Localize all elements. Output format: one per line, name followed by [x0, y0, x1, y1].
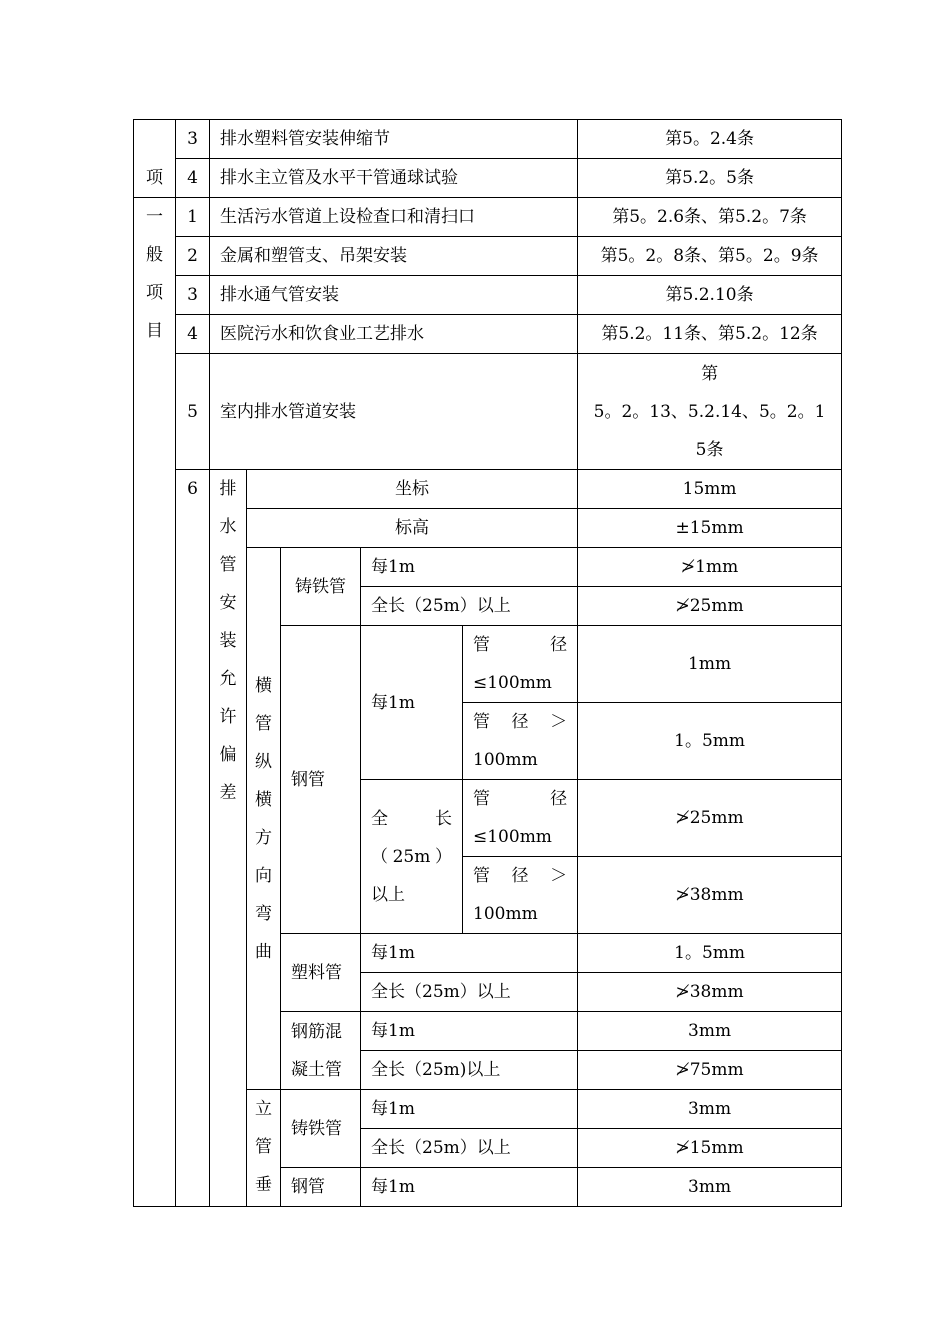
item-number: 5 — [176, 354, 210, 470]
vertical-pipe-label: 立 管 垂 — [247, 1090, 281, 1207]
horizontal-bend-label: 横 管 纵 横 方 向 弯 曲 — [247, 548, 281, 1090]
item-reference: 第5。2.6条、第5.2。7条 — [578, 198, 842, 237]
pipe-type-steel: 钢管 — [281, 1168, 361, 1207]
condition-label: 全长（25m）以上 — [361, 1129, 578, 1168]
item-number: 3 — [176, 120, 210, 159]
item-name: 金属和塑管支、吊架安装 — [210, 237, 578, 276]
item-number: 4 — [176, 159, 210, 198]
item-number: 3 — [176, 276, 210, 315]
diameter-condition: 管 径 ≤100mm — [463, 780, 578, 857]
tolerance-value: 3mm — [578, 1012, 842, 1051]
item-number: 2 — [176, 237, 210, 276]
condition-label: 每1m — [361, 626, 463, 780]
item-number: 6 — [176, 470, 210, 1207]
item-number: 4 — [176, 315, 210, 354]
table-row — [134, 354, 842, 470]
pipe-type-cast-iron: 铸铁管 — [281, 548, 361, 626]
elevation-value: ±15mm — [578, 509, 842, 548]
condition-label: 每1m — [361, 548, 578, 587]
coord-value: 15mm — [578, 470, 842, 509]
pipe-type-steel: 钢管 — [281, 626, 361, 934]
condition-label: 全 长 （ 25m ） 以上 — [361, 780, 463, 934]
tolerance-value: ≯1mm — [578, 548, 842, 587]
condition-label: 全长（25m）以上 — [361, 587, 578, 626]
tolerance-value: ≯38mm — [578, 973, 842, 1012]
table-row — [134, 198, 842, 237]
tolerance-value: 1。5mm — [578, 934, 842, 973]
item-reference: 第5。2。8条、第5。2。9条 — [578, 237, 842, 276]
condition-label: 每1m — [361, 1012, 578, 1051]
diameter-condition: 管 径 ＞ 100mm — [463, 703, 578, 780]
tolerance-value: ≯25mm — [578, 780, 842, 857]
pipe-type-cast-iron: 铸铁管 — [281, 1090, 361, 1168]
table-row — [134, 470, 842, 509]
general-items-label: 一 般 项 目 — [134, 198, 176, 1207]
table-row — [134, 237, 842, 276]
coord-label: 坐标 — [247, 470, 578, 509]
item-name: 排水通气管安装 — [210, 276, 578, 315]
table-row — [134, 159, 842, 198]
item-name: 排水主立管及水平干管通球试验 — [210, 159, 578, 198]
pipe-type-concrete: 钢筋混 凝土管 — [281, 1012, 361, 1090]
tolerance-value: 3mm — [578, 1090, 842, 1129]
condition-label: 每1m — [361, 934, 578, 973]
item-reference: 第 5。2。13、5.2.14、5。2。1 5条 — [578, 354, 842, 470]
tolerance-value: ≯25mm — [578, 587, 842, 626]
condition-label: 全长（25m)以上 — [361, 1051, 578, 1090]
tolerance-value: ≯38mm — [578, 857, 842, 934]
main-control-label: 项 — [134, 120, 176, 198]
pipe-type-plastic: 塑料管 — [281, 934, 361, 1012]
condition-label: 每1m — [361, 1168, 578, 1207]
tolerance-value: 1mm — [578, 626, 842, 703]
diameter-condition: 管 径 ＞ 100mm — [463, 857, 578, 934]
spec-table — [133, 119, 842, 1207]
condition-label: 全长（25m）以上 — [361, 973, 578, 1012]
item-name: 医院污水和饮食业工艺排水 — [210, 315, 578, 354]
diameter-condition: 管 径 ≤100mm — [463, 626, 578, 703]
table-row — [134, 120, 842, 159]
table-row — [134, 276, 842, 315]
tolerance-value: 1。5mm — [578, 703, 842, 780]
elevation-label: 标高 — [247, 509, 578, 548]
item-reference: 第5。2.4条 — [578, 120, 842, 159]
item-name: 排水塑料管安装伸缩节 — [210, 120, 578, 159]
condition-label: 每1m — [361, 1090, 578, 1129]
item-reference: 第5.2。11条、第5.2。12条 — [578, 315, 842, 354]
tolerance-value: ≯15mm — [578, 1129, 842, 1168]
item-name: 生活污水管道上设检查口和清扫口 — [210, 198, 578, 237]
tolerance-value: ≯75mm — [578, 1051, 842, 1090]
item-number: 1 — [176, 198, 210, 237]
table-row — [134, 315, 842, 354]
item-reference: 第5.2.10条 — [578, 276, 842, 315]
item-name: 室内排水管道安装 — [210, 354, 578, 470]
tolerance-value: 3mm — [578, 1168, 842, 1207]
tolerance-title: 排 水 管 安 装 允 许 偏 差 — [210, 470, 247, 1207]
item-reference: 第5.2。5条 — [578, 159, 842, 198]
